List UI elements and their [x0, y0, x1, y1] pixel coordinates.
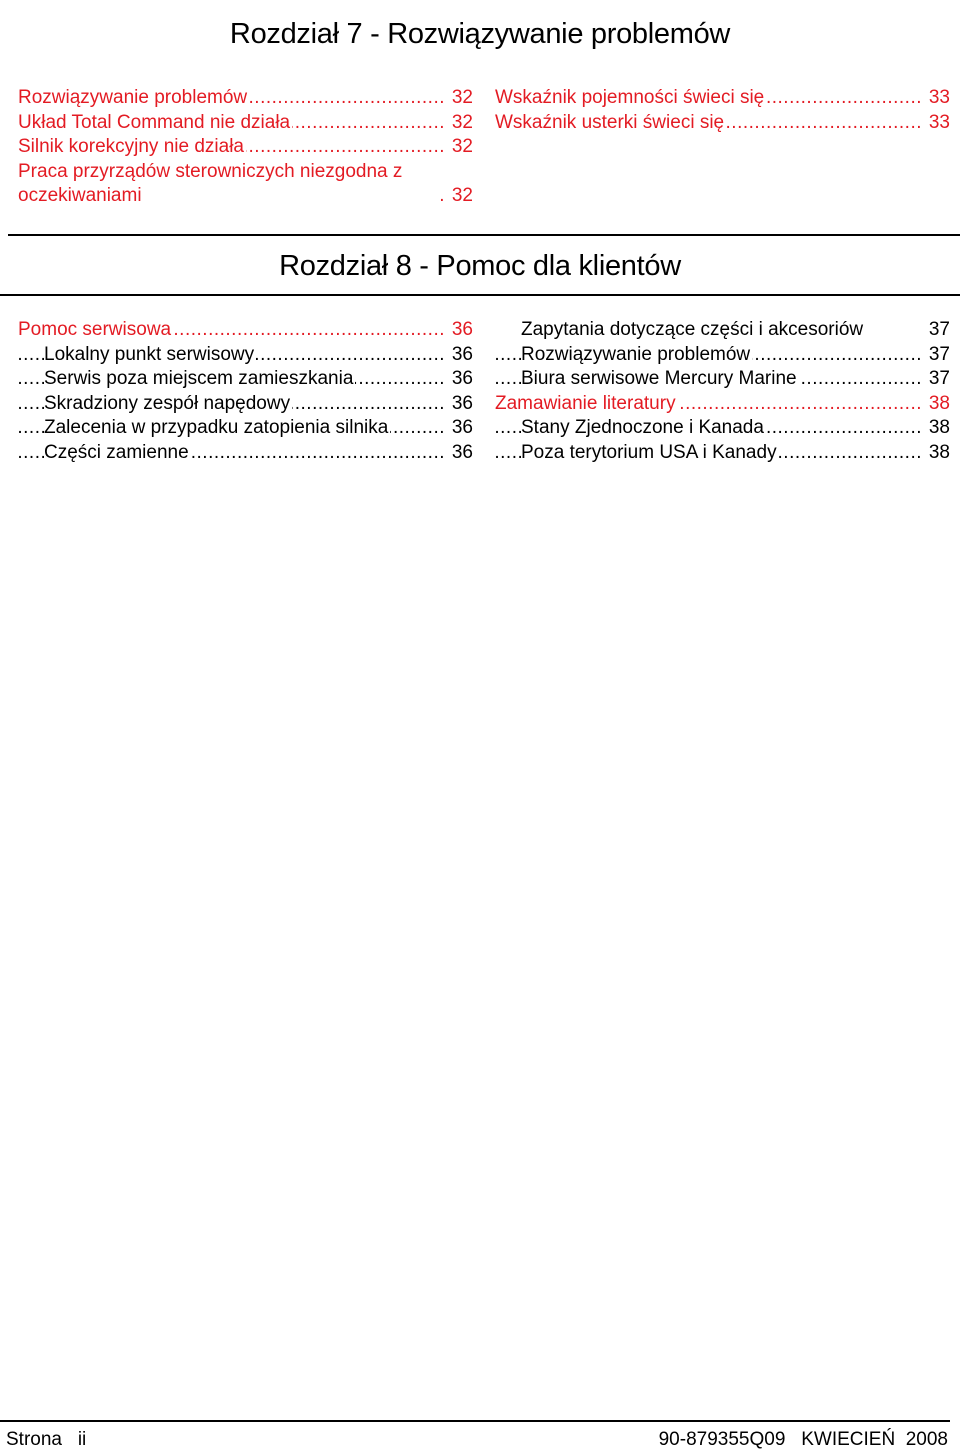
toc-entry-page: 38 [926, 392, 950, 417]
toc-entry-label: Biura serwisowe Mercury Marine [521, 368, 797, 390]
toc-entry-page: 36 [449, 343, 473, 368]
toc-entry-label: Praca przyrządów sterowniczych niezgodna z oczekiwaniami [18, 160, 440, 209]
toc-entry-label: Wskaźnik usterki świeci się [495, 111, 725, 133]
toc-entry-label: Układ Total Command nie działa [18, 111, 291, 133]
toc-entry-label: Rozwiązywanie problemów [521, 343, 751, 365]
toc-entry[interactable] [18, 367, 473, 392]
toc-entry[interactable] [495, 392, 950, 417]
toc-entry-label: Lokalny punkt serwisowy [44, 343, 255, 365]
toc-entry-page: 33 [926, 111, 950, 136]
toc-entry-label: Zalecenia w przypadku zatopienia silnika [44, 417, 389, 439]
chapter-8-left-column [18, 318, 473, 466]
toc-entry[interactable] [18, 111, 473, 136]
toc-entry[interactable] [18, 318, 473, 343]
toc-entry-page: 37 [926, 318, 950, 343]
toc-entry[interactable] [495, 343, 950, 368]
toc-entry-label: Części zamienne [44, 441, 189, 463]
toc-entry[interactable] [18, 392, 473, 417]
toc-entry-label: Pomoc serwisowa [18, 319, 172, 340]
chapter-8-title: Rozdział 8 - Pomoc dla klientów [279, 250, 681, 282]
toc-entry-page: 37 [926, 343, 950, 368]
toc-entry-label: Poza terytorium USA i Kanady [521, 441, 777, 463]
toc-entry-page: 38 [926, 416, 950, 441]
toc-entry[interactable] [495, 367, 950, 392]
toc-entry-page: 32 [449, 86, 473, 111]
toc-entry[interactable] [495, 441, 950, 466]
chapter-8-top-rule [8, 234, 960, 236]
toc-entry[interactable] [495, 111, 950, 136]
toc-entry-page: 32 [449, 184, 473, 209]
toc-entry[interactable] [18, 343, 473, 368]
toc-entry-page: 36 [449, 416, 473, 441]
chapter-7-title: Rozdział 7 - Rozwiązywanie problemów [229, 18, 731, 50]
toc-entry[interactable] [495, 86, 950, 111]
toc-entry-label: Zamawianie literatury [495, 392, 676, 414]
toc-entry-page: 32 [449, 111, 473, 136]
toc-entry-label: Silnik korekcyjny nie działa [18, 136, 244, 158]
toc-entry-page: 33 [926, 86, 950, 111]
toc-entry-label: Stany Zjednoczone i Kanada [521, 417, 764, 439]
toc-entry[interactable] [18, 135, 473, 160]
toc-entry-label: Wskaźnik pojemności świeci się [495, 87, 765, 108]
toc-entry-page: 36 [449, 392, 473, 417]
toc-entry[interactable] [495, 416, 950, 441]
toc-entry-label: Serwis poza miejscem zamieszkania [44, 368, 354, 390]
chapter-7-left-column [18, 86, 473, 209]
chapter-7-right-column [495, 86, 950, 135]
toc-entry[interactable] [495, 318, 950, 343]
toc-entry-page: 36 [449, 441, 473, 466]
toc-entry-page: 38 [926, 441, 950, 466]
footer-page-number: Strona ii [6, 1429, 87, 1450]
toc-entry-label: Skradziony zespół napędowy [44, 392, 291, 414]
toc-entry[interactable] [18, 160, 473, 209]
toc-entry[interactable] [18, 441, 473, 466]
toc-entry-page: 36 [449, 367, 473, 392]
toc-entry-label: Zapytania dotyczące części i akcesoriów [521, 319, 864, 340]
toc-entry-page: 36 [449, 318, 473, 343]
toc-entry[interactable] [18, 416, 473, 441]
toc-entry-page: 32 [449, 135, 473, 160]
chapter-8-right-column [495, 318, 950, 466]
toc-entry-label: Rozwiązywanie problemów [18, 87, 248, 108]
toc-entry[interactable] [18, 86, 473, 111]
footer-rule [0, 1420, 950, 1422]
toc-entry-page: 37 [926, 367, 950, 392]
chapter-8-bottom-rule [0, 294, 960, 296]
footer-document-id: 90-879355Q09 KWIECIEŃ 2008 [658, 1429, 948, 1450]
